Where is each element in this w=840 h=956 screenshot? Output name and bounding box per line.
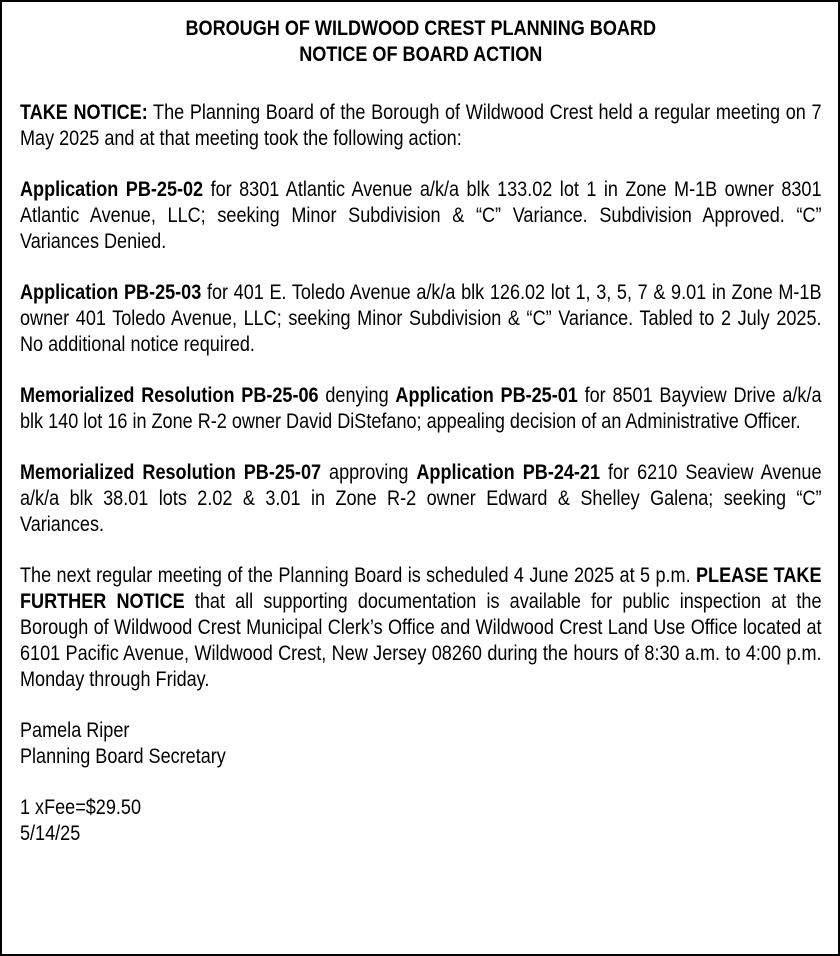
notice-title-line2: NOTICE OF BOARD ACTION [299, 43, 543, 66]
notice-body [20, 16, 822, 847]
app2-lead: Application PB-25-03 [20, 281, 202, 304]
app1-lead: Application PB-25-02 [20, 178, 204, 201]
intro-paragraph [20, 100, 822, 152]
signature-title: Planning Board Secretary [20, 745, 226, 768]
intro-lead: TAKE NOTICE: [20, 101, 148, 124]
res2-mid: approving [321, 461, 417, 484]
notice-title-line1: BOROUGH OF WILDWOOD CREST PLANNING BOARD [185, 17, 657, 40]
res2-app: Application PB-24-21 [416, 461, 601, 484]
intro-text: The Planning Board of the Borough of Wildwood Crest held a regular meeting on 7 May 2025 and at that meeting took the following action: [20, 101, 822, 150]
res1-text: for 8501 Bayview Drive a/k/a blk 140 lot 16 in Zone R-2 owner David DiStefano; appealing decision of an Administrative Officer. [20, 384, 822, 433]
res1-app: Application PB-25-01 [395, 384, 578, 407]
res2-text: for 6210 Seaview Avenue a/k/a blk 38.01 lots 2.02 & 3.01 in Zone R-2 owner Edward & Shelley Galena; seeking “C” Variances. [20, 461, 822, 536]
date-line: 5/14/25 [20, 822, 81, 845]
closing-text2: that all supporting documentation is available for public inspection at the Borough of Wildwood Crest Municipal Clerk’s Office and Wildwood Crest Land Use Office located at 6101 Pacific Avenue, Wildwood Crest, New Jersey 08260 during the hours of 8:30 a.m. to 4:00 p.m. Monday through Friday. [20, 590, 822, 691]
application-pb-25-02-paragraph [20, 177, 822, 255]
signature-name: Pamela Riper [20, 719, 130, 742]
closing-text1: The next regular meeting of the Planning Board is scheduled 4 June 2025 at 5 p.m. [20, 564, 697, 587]
closing-paragraph [20, 563, 822, 693]
res1-mid: denying [318, 384, 396, 407]
fee-line: 1 xFee=$29.50 [20, 796, 142, 819]
application-pb-25-03-paragraph [20, 280, 822, 358]
resolution-pb-25-06-paragraph [20, 383, 822, 435]
closing-lead: PLEASE TAKE FURTHER NOTICE [20, 564, 822, 613]
app2-text: for 401 E. Toledo Avenue a/k/a blk 126.02 lot 1, 3, 5, 7 & 9.01 in Zone M-1B owner 401 Toledo Avenue, LLC; seeking Minor Subdivision & “C” Variance. Tabled to 2 July 2025. No additional notice required. [20, 281, 822, 356]
res1-lead: Memorialized Resolution PB-25-06 [20, 384, 319, 407]
resolution-pb-25-07-paragraph [20, 460, 822, 538]
res2-lead: Memorialized Resolution PB-25-07 [20, 461, 322, 484]
app1-text: for 8301 Atlantic Avenue a/k/a blk 133.02 lot 1 in Zone M-1B owner 8301 Atlantic Avenue, LLC; seeking Minor Subdivision & “C” Variance. Subdivision Approved. “C” Variances Denied. [20, 178, 822, 253]
